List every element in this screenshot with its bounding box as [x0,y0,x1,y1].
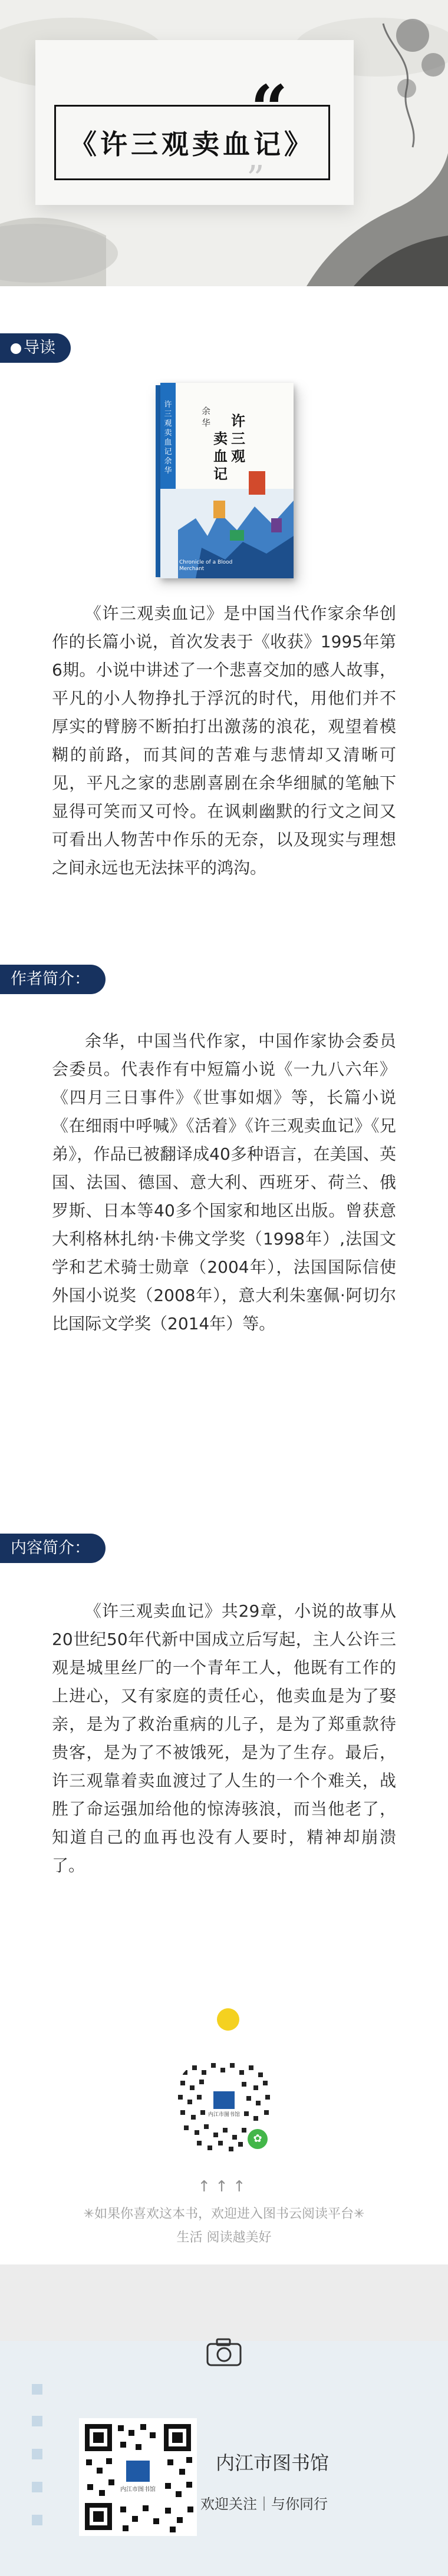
share-note-line1: ✳如果你喜欢这本书，欢迎进入图书云阅读平台✳ [83,2207,365,2221]
author-paragraph: 余华，中国当代作家，中国作家协会委员会委员。代表作有中短篇小说《一九八六年》《四月三日事件》《世事如烟》等，长篇小说《在细雨中呼喊》《活着》《许三观卖血记》《兄弟》，作品已被翻译成40多种语言，在美国、英国、法国、德国、意大利、西班牙、荷兰、俄罗斯、日本等40多个国家和地区出版。曾获意大利格林扎纳·卡佛文学奖（1998年）,法国文学和艺术骑士勋章（2004年），法国国际信使外国小说奖（2008年），意大利朱塞佩·阿切尔比国际文学奖（2014年）等。 [52,1031,396,1333]
section-label-guide [0,333,71,363]
decor-square [32,2482,42,2492]
library-slogan: 欢迎关注｜与你同行 [200,2496,328,2512]
book-spine-text: 许三观卖血记 余华 [164,400,172,475]
bullet-dot-icon [11,343,21,354]
wechat-badge-icon: ✿ [248,2129,268,2149]
book-cover-image [160,383,294,578]
decor-square [32,2449,42,2459]
decor-square [32,2416,42,2426]
title-frame [54,105,330,180]
camera-icon [205,2337,243,2368]
close-quote-mark: ” [246,158,265,200]
open-quote-mark: “ [251,71,288,147]
qr-center-label: 内江市图书馆 [120,2486,156,2493]
up-arrows: ↑↑↑ [197,2178,251,2196]
book-cover-author: 余华 [202,406,211,428]
qr-center-label: 内江市图书馆 [207,2112,240,2118]
section-label-content: 内容简介： [0,1534,106,1563]
decor-square [32,2384,42,2395]
qr-pattern-icon [79,2418,197,2536]
section-label-text: 导读 [24,339,55,357]
yellow-dot-decoration [217,2008,239,2031]
page-title: 《许三观卖血记》 [70,128,315,160]
book-cover-subtitle: Chronicle of a Blood Merchant [179,559,233,572]
library-qr-code[interactable] [79,2418,197,2536]
book-cover-title-1: 许三观 [231,413,245,465]
guide-paragraph: 《许三观卖血记》是中国当代作家余华创作的长篇小说，首次发表于《收获》1995年第6期。小说中讲述了一个悲喜交加的感人故事，平凡的小人物挣扎于浮沉的时代，用他们并不厚实的臂膀不断拍打出激荡的浪花，观望着模糊的前路，而其间的苦难与悲情却又清晰可见，平凡之家的悲剧喜剧在余华细腻的笔触下显得可笑而又可怜。在讽刺幽默的行文之间又可看出人物苦中作乐的无奈，以及现实与理想之间永远也无法抹平的鸿沟。 [52,604,396,878]
footer-top-band [0,2264,448,2341]
content-paragraph: 《许三观卖血记》共29章，小说的故事从20世纪50年代新中国成立后写起，主人公许三观是城里丝厂的一个青年工人，他既有工作的上进心，又有家庭的责任心，他卖血是为了娶亲，是为了救治重病的儿子，是为了郑重款待贵客，是为了不被饿死，是为了生存。最后，许三观靠着卖血渡过了人生的一个个难关，战胜了命运强加给他的惊涛骇浪，而当他老了，知道自己的血再也没有人要时，精神却崩溃了。 [52,1601,396,1875]
hero-banner [0,0,448,286]
decor-square [32,2515,42,2525]
share-note-line2: 生活 阅读越美好 [176,2230,272,2245]
book-cover-title-2: 卖血记 [213,431,228,482]
library-name: 内江市图书馆 [216,2452,330,2474]
section-label-author: 作者简介： [0,965,106,994]
